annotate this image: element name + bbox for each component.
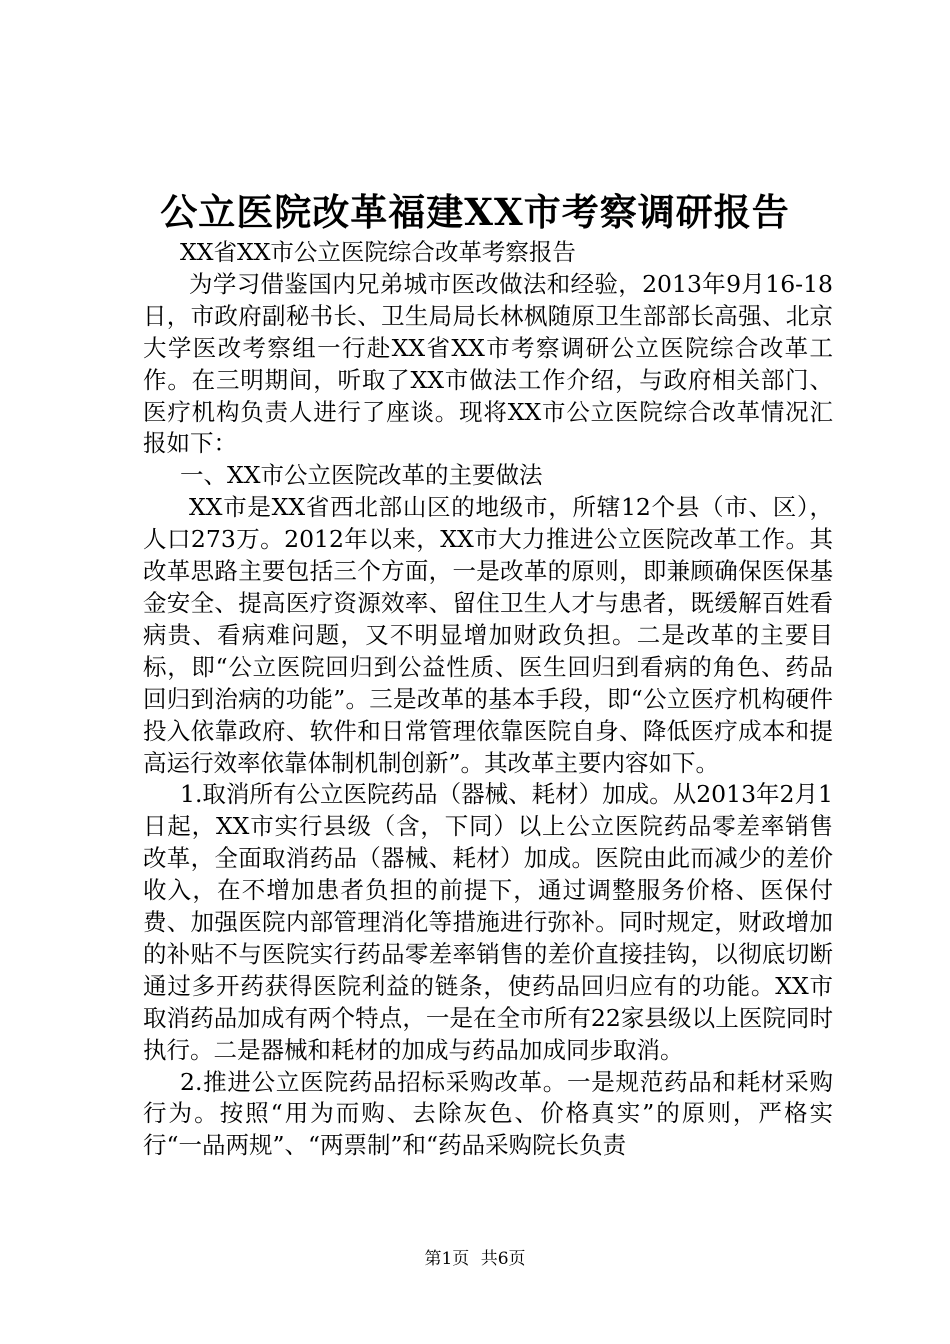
paragraph-item-2: 2.推进公立医院药品招标采购改革。一是规范药品和耗材采购行为。按照“用为而购、去除灰色、价格真实”的原则，严格实行“一品两规”、“两票制”和“药品采购院长负责 bbox=[143, 1067, 833, 1160]
paragraph-overview: XX市是XX省西北部山区的地级市，所辖12个县（市、区），人口273万。2012年以来，XX市大力推进公立医院改革工作。其改革思路主要包括三个方面，一是改革的原则，即兼顾确保医保基金安全、提高医疗资源效率、留住卫生人才与患者，既缓解百姓看病贵、看病难问题，又不明显增加财政负担。二是改革的主要目标，即“公立医院回归到公益性质、医生回归到看病的角色、药品回归到治病的功能”。三是改革的基本手段，即“公立医疗机构硬件投入依靠政府、软件和日常管理依靠医院自身、降低医疗成本和提高运行效率依靠体制机制创新”。其改革主要内容如下。 bbox=[143, 493, 833, 777]
page-footer bbox=[0, 1244, 950, 1269]
section-heading-1: 一、XX市公立医院改革的主要做法 bbox=[180, 461, 543, 490]
paragraph-item-1: 1.取消所有公立医院药品（器械、耗材）加成。从2013年2月1日起，XX市实行县级（含，下同）以上公立医院药品零差率销售改革，全面取消药品（器械、耗材）加成。医院由此而减少的差价收入，在不增加患者负担的前提下，通过调整服务价格、医保付费、加强医院内部管理消化等措施进行弥补。同时规定，财政增加的补贴不与医院实行药品零差率销售的差价直接挂钩，以彻底切断通过多开药获得医院利益的链条，使药品回归应有的功能。XX市取消药品加成有两个特点，一是在全市所有22家县级以上医院同时执行。二是器械和耗材的加成与药品加成同步取消。 bbox=[143, 780, 833, 1064]
document-body bbox=[143, 237, 833, 1162]
page-number: 第1页 bbox=[424, 1249, 470, 1269]
document-title: 公立医院改革福建XX市考察调研报告 bbox=[160, 190, 790, 234]
report-subtitle: XX省XX市公立医院综合改革考察报告 bbox=[180, 238, 576, 266]
page-total: 共6页 bbox=[480, 1249, 526, 1269]
paragraph-intro: 为学习借鉴国内兄弟城市医改做法和经验，2013年9月16-18日，市政府副秘书长、卫生局局长林枫随原卫生部部长高强、北京大学医改考察组一行赴XX省XX市考察调研公立医院综合改革工作。在三明期间，听取了XX市做法工作介绍，与政府相关部门、医疗机构负责人进行了座谈。现将XX市公立医院综合改革情况汇报如下： bbox=[143, 269, 833, 458]
